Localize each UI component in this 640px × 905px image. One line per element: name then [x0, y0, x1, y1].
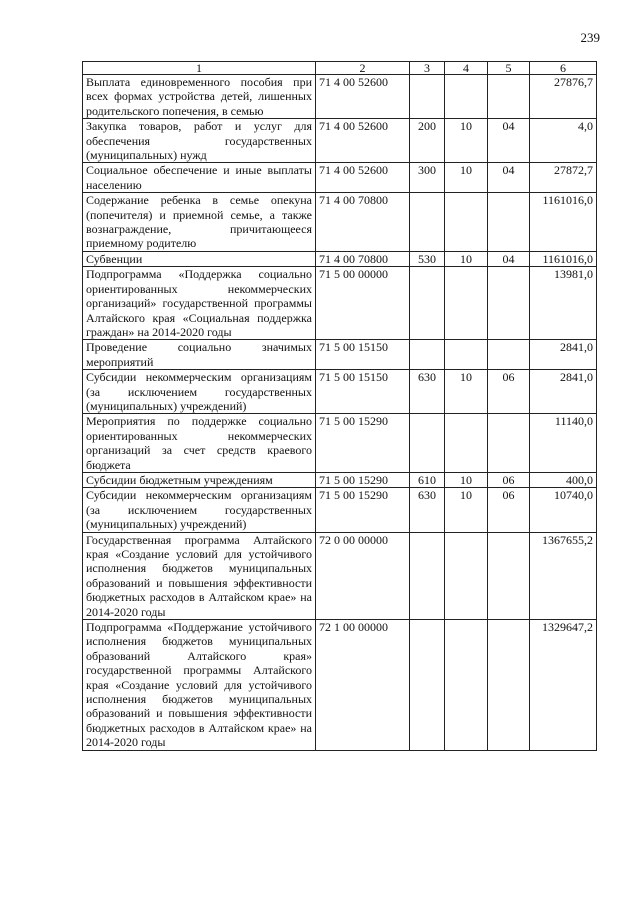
page-number: 239: [580, 30, 600, 45]
cell-sum: 1161016,0: [530, 193, 597, 252]
cell-code: 71 5 00 15290: [316, 488, 410, 532]
cell-pr: [488, 414, 530, 473]
cell-rz: [445, 75, 488, 119]
cell-name: Субсидии бюджетным учреждениям: [83, 472, 316, 487]
cell-pr: 06: [488, 370, 530, 414]
cell-vr: 630: [410, 370, 445, 414]
cell-sum: 27872,7: [530, 163, 597, 193]
cell-name: Субвенции: [83, 251, 316, 266]
table-row: [83, 340, 597, 370]
cell-code: 71 5 00 15290: [316, 414, 410, 473]
cell-pr: 04: [488, 119, 530, 163]
cell-rz: [445, 414, 488, 473]
cell-code: 71 5 00 15150: [316, 370, 410, 414]
cell-rz: 10: [445, 119, 488, 163]
cell-code: 72 0 00 00000: [316, 532, 410, 619]
cell-sum: 400,0: [530, 472, 597, 487]
column-header-5: 5: [488, 62, 530, 75]
cell-vr: [410, 414, 445, 473]
cell-pr: [488, 532, 530, 619]
column-header-3: 3: [410, 62, 445, 75]
cell-vr: [410, 532, 445, 619]
cell-pr: 04: [488, 163, 530, 193]
table-row: [83, 251, 597, 266]
cell-pr: [488, 193, 530, 252]
column-header-4: 4: [445, 62, 488, 75]
cell-name: Подпрограмма «Поддержка социально ориентированных некоммерческих организаций» государственной программы Алтайского края «Социальная поддержка граждан» на 2014-2020 годы: [83, 267, 316, 340]
cell-pr: [488, 620, 530, 751]
cell-name: Государственная программа Алтайского края «Создание условий для устойчивого исполнения бюджетов муниципальных образований и повышения эффективности бюджетных расходов в Алтайском крае» на 2014-2020 годы: [83, 532, 316, 619]
cell-sum: 1329647,2: [530, 620, 597, 751]
table-row: [83, 119, 597, 163]
cell-name: Субсидии некоммерческим организациям (за исключением государственных (муниципальных) учреждений): [83, 370, 316, 414]
cell-code: 72 1 00 00000: [316, 620, 410, 751]
cell-sum: 4,0: [530, 119, 597, 163]
cell-pr: [488, 267, 530, 340]
table-row: [83, 163, 597, 193]
column-header-6: 6: [530, 62, 597, 75]
cell-rz: [445, 620, 488, 751]
cell-code: 71 5 00 00000: [316, 267, 410, 340]
table-row: [83, 75, 597, 119]
cell-vr: [410, 620, 445, 751]
cell-name: Мероприятия по поддержке социально ориентированных некоммерческих организаций за счет средств краевого бюджета: [83, 414, 316, 473]
cell-sum: 27876,7: [530, 75, 597, 119]
table-row: [83, 267, 597, 340]
cell-vr: [410, 267, 445, 340]
cell-sum: 1161016,0: [530, 251, 597, 266]
budget-table: [82, 61, 597, 751]
cell-vr: [410, 75, 445, 119]
cell-rz: 10: [445, 488, 488, 532]
cell-code: 71 4 00 70800: [316, 251, 410, 266]
column-header-1: 1: [83, 62, 316, 75]
cell-sum: 2841,0: [530, 370, 597, 414]
cell-name: Выплата единовременного пособия при всех формах устройства детей, лишенных родительского попечения, в семью: [83, 75, 316, 119]
cell-rz: [445, 340, 488, 370]
cell-name: Социальное обеспечение и иные выплаты населению: [83, 163, 316, 193]
cell-code: 71 4 00 70800: [316, 193, 410, 252]
cell-pr: [488, 340, 530, 370]
cell-vr: 610: [410, 472, 445, 487]
cell-code: 71 4 00 52600: [316, 163, 410, 193]
cell-sum: 1367655,2: [530, 532, 597, 619]
cell-rz: 10: [445, 163, 488, 193]
cell-rz: 10: [445, 251, 488, 266]
cell-name: Подпрограмма «Поддержание устойчивого исполнения бюджетов муниципальных образований Алтайского края» государственной программы Алтайского края «Создание условий для устойчивого исполнения бюджетов муниципальных образований и повышения эффективности бюджетных расходов в Алтайском крае» на 2014-2020 годы: [83, 620, 316, 751]
table-row: [83, 472, 597, 487]
cell-name: Содержание ребенка в семье опекуна (попечителя) и приемной семье, а также вознаграждение, причитающееся приемному родителю: [83, 193, 316, 252]
cell-pr: 06: [488, 488, 530, 532]
table-row: [83, 620, 597, 751]
cell-pr: 04: [488, 251, 530, 266]
cell-rz: [445, 193, 488, 252]
cell-rz: [445, 267, 488, 340]
cell-vr: 530: [410, 251, 445, 266]
cell-sum: 11140,0: [530, 414, 597, 473]
cell-pr: [488, 75, 530, 119]
cell-rz: [445, 532, 488, 619]
table-row: [83, 370, 597, 414]
cell-name: Закупка товаров, работ и услуг для обеспечения государственных (муниципальных) нужд: [83, 119, 316, 163]
cell-rz: 10: [445, 370, 488, 414]
cell-code: 71 4 00 52600: [316, 119, 410, 163]
cell-pr: 06: [488, 472, 530, 487]
cell-code: 71 5 00 15150: [316, 340, 410, 370]
cell-vr: 300: [410, 163, 445, 193]
table-row: [83, 488, 597, 532]
cell-code: 71 4 00 52600: [316, 75, 410, 119]
table-row: [83, 414, 597, 473]
cell-vr: [410, 340, 445, 370]
cell-vr: 630: [410, 488, 445, 532]
table-row: [83, 532, 597, 619]
cell-rz: 10: [445, 472, 488, 487]
column-header-2: 2: [316, 62, 410, 75]
cell-sum: 13981,0: [530, 267, 597, 340]
cell-vr: 200: [410, 119, 445, 163]
cell-sum: 10740,0: [530, 488, 597, 532]
cell-name: Субсидии некоммерческим организациям (за исключением государственных (муниципальных) учреждений): [83, 488, 316, 532]
table-row: [83, 193, 597, 252]
cell-vr: [410, 193, 445, 252]
cell-sum: 2841,0: [530, 340, 597, 370]
table-header-row: [83, 62, 597, 75]
cell-name: Проведение социально значимых мероприятий: [83, 340, 316, 370]
cell-code: 71 5 00 15290: [316, 472, 410, 487]
